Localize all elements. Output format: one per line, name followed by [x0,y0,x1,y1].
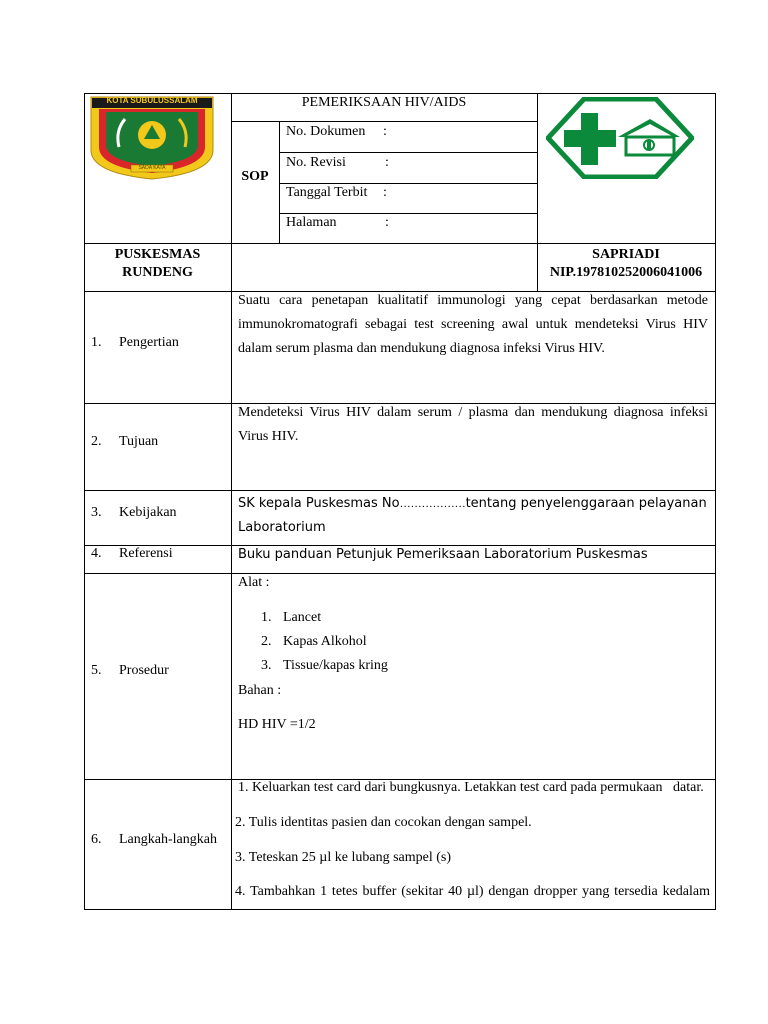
sop-label: SOP [241,169,269,184]
step-line: 3. Teteskan 25 µl ke lubang sampel (s) [235,850,452,865]
field-separator: : [383,185,387,200]
section-number: 2. [91,434,102,449]
body-line: dalam serum plasma dan mendukung diagnosa infeksi Virus HIV. [238,341,605,356]
section-body [238,289,708,361]
org-name-line1: PUSKESMAS [114,247,201,262]
body-line: Suatu cara penetapan kualitatif immunologi yang cepat berdasarkan metode [238,293,708,308]
section-number: 4. [91,546,102,561]
signer-block [537,246,715,282]
field-label: Tanggal Terbit [286,185,368,200]
policy-line2: Laboratorium [238,520,326,535]
section-label: Langkah-langkah [119,832,217,847]
bahan-item: HD HIV =1/2 [238,717,316,732]
field-label: Halaman [286,215,337,230]
policy-suffix: tentang penyelenggaraan pelayanan [465,496,707,511]
list-item-text: Kapas Alkohol [283,634,367,649]
step-line: 4. Tambahkan 1 tetes buffer (sekitar 40 µl) dengan dropper yang tersedia kedalam [235,884,710,899]
section-number: 3. [91,505,102,520]
list-item-text: Tissue/kapas kring [283,658,388,673]
list-item-number: 2. [261,634,272,649]
section-label: Kebijakan [119,505,177,520]
section-label: Referensi [119,546,173,561]
section-number: 6. [91,832,102,847]
org-name-line2: RUNDENG [122,265,193,280]
org-name [84,246,231,282]
bahan-label: Bahan : [238,683,282,698]
section-body [238,401,708,449]
puskesmas-logo-icon [546,97,694,179]
field-label: No. Dokumen [286,124,366,139]
body-line: Virus HIV. [238,429,299,444]
section-number: 1. [91,335,102,350]
list-item-text: Lancet [283,610,322,625]
section-body [238,492,707,516]
signer-nip: NIP.197810252006041006 [549,265,703,280]
field-separator: : [383,124,387,139]
list-item-number: 3. [261,658,272,673]
emblem-label: KOTA SUBULUSSALAM [106,96,198,105]
step-line: 1. Keluarkan test card dari bungkusnya. Letakkan test card pada permukaan datar. [238,780,704,795]
signer-name: SAPRIADI [592,247,660,262]
section-label: Tujuan [119,434,159,449]
document-title: PEMERIKSAAN HIV/AIDS [301,95,467,110]
section-number: 5. [91,663,102,678]
field-separator: : [385,155,389,170]
alat-label: Alat : [238,575,270,590]
step-line: 2. Tulis identitas pasien dan cocokan dengan sampel. [235,815,532,830]
city-emblem [89,95,215,181]
body-line: Mendeteksi Virus HIV dalam serum / plasma dan mendukung diagnosa infeksi [238,405,708,420]
section-label: Pengertian [119,335,179,350]
field-separator: : [385,215,389,230]
section-label: Prosedur [119,663,169,678]
section-body: Buku panduan Petunjuk Pemeriksaan Laboratorium Puskesmas [238,547,648,562]
field-label: No. Revisi [286,155,346,170]
body-line: immunokromatografi sebagai test screening awal untuk mendeteksi Virus HIV [238,317,708,332]
list-item-number: 1. [261,610,272,625]
policy-number-placeholder: ……………… [399,498,466,510]
emblem-ribbon: SADA KATA [138,165,166,171]
policy-prefix: SK kepala Puskesmas No [238,496,400,511]
